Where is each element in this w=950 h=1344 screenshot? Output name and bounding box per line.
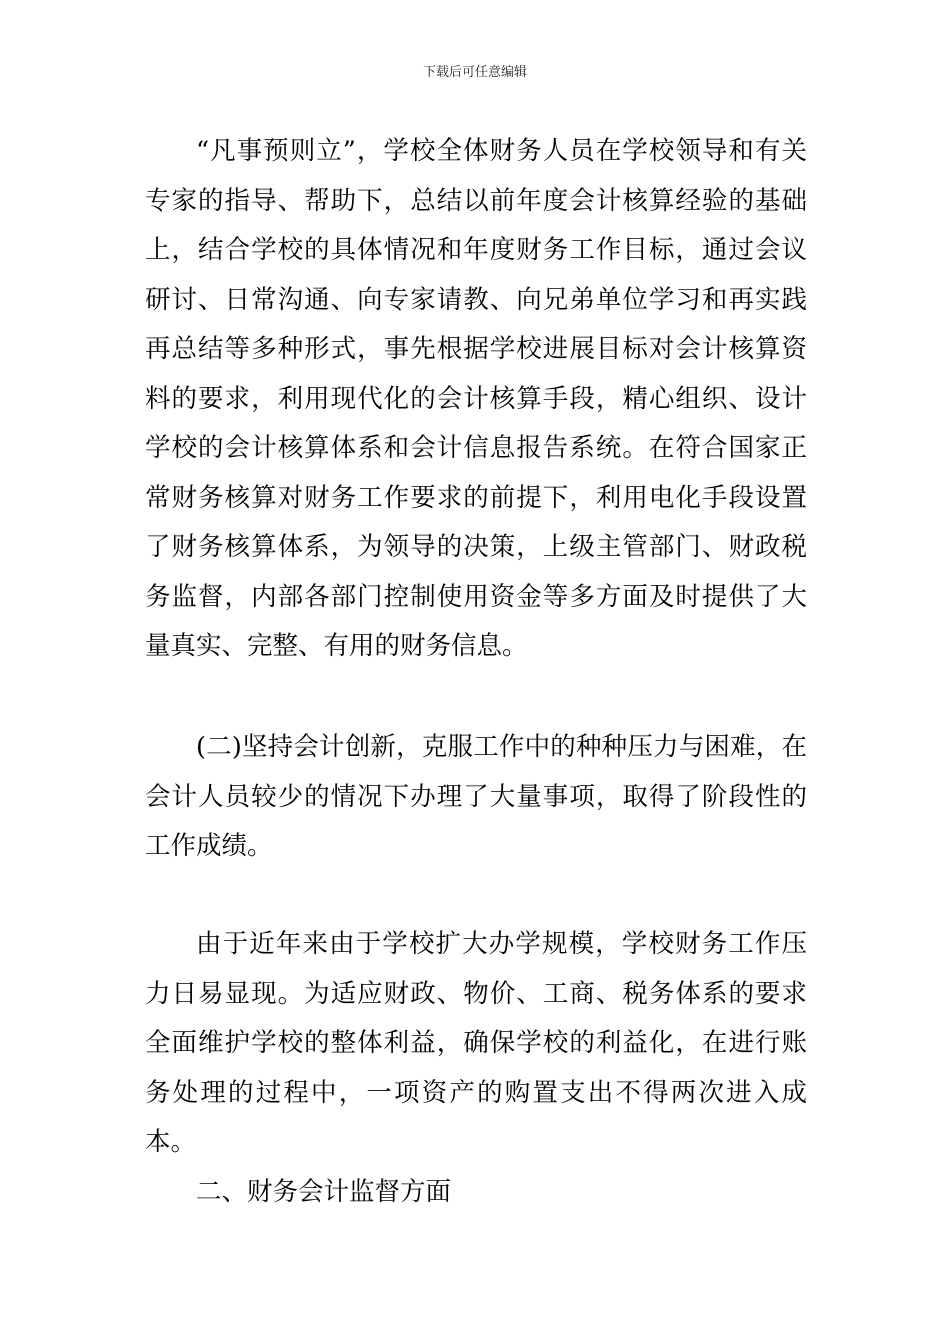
page-header: 下载后可任意编辑 (422, 65, 527, 80)
paragraph-accounting-innovation: (二)坚持会计创新，克服工作中的种种压力与困难，在会计人员较少的情况下办理了大量事项，取得了阶段性的工作成绩。 (145, 732, 807, 861)
paragraph-2-block (145, 723, 807, 872)
paragraph-3-block (145, 920, 807, 1168)
section-heading-supervision: 二、财务会计监督方面 (196, 1177, 452, 1207)
paragraph-accounting-system: “凡事预则立”，学校全体财务人员在学校领导和有关专家的指导、帮助下，总结以前年度会计核算经验的基础上，结合学校的具体情况和年度财务工作目标，通过会议研讨、日常沟通、向专家请教、向兄弟单位学习和再实践再总结等多种形式，事先根据学校进展目标对会计核算资料的要求，利用现代化的会计核算手段，精心组织、设计学校的会计核算体系和会计信息报告系统。在符合国家正常财务核算对财务工作要求的前提下，利用电化手段设置了财务核算体系，为领导的决策，上级主管部门、财政税务监督，内部各部门控制使用资金等多方面及时提供了大量真实、完整、有用的财务信息。 (145, 136, 807, 661)
paragraph-1-block (145, 127, 807, 672)
paragraph-school-expansion: 由于近年来由于学校扩大办学规模，学校财务工作压力日易显现。为适应财政、物价、工商、税务体系的要求全面维护学校的整体利益，确保学校的利益化，在进行账务处理的过程中，一项资产的购置支出不得两次进入成本。 (145, 929, 807, 1157)
section-heading-block (145, 1168, 807, 1218)
